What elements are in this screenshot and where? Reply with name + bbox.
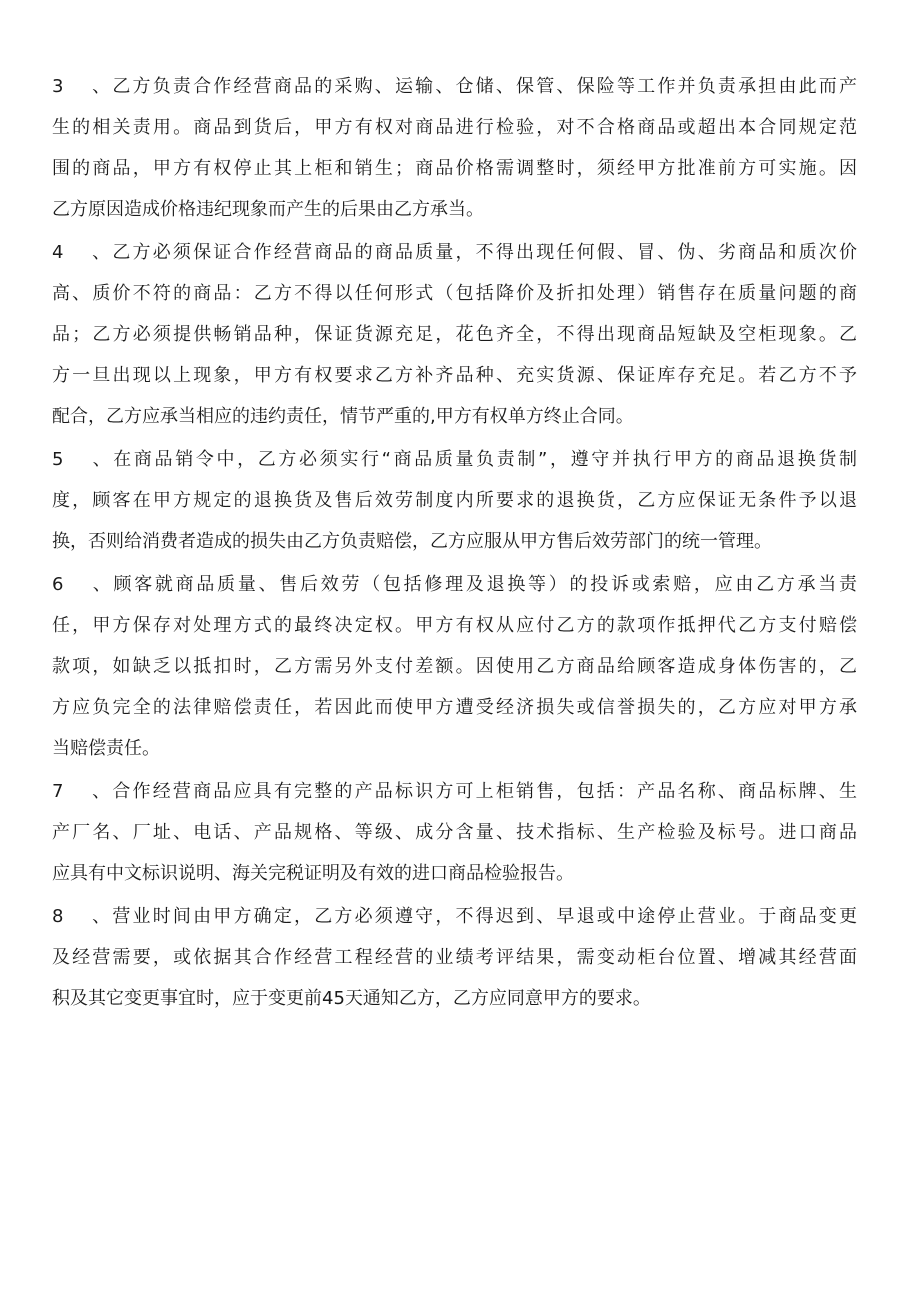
clause-4 xyxy=(52,232,857,437)
clause-line: 围的商品，甲方有权停止其上柜和销生；商品价格需调整时，须经甲方批准前方可实施。因 xyxy=(52,158,857,179)
clause-line: 任，甲方保存对处理方式的最终决定权。甲方有权从应付乙方的款项作抵押代乙方支付赔偿 xyxy=(52,615,857,636)
clause-line: 配合，乙方应承当相应的违约责任，情节严重的,甲方有权单方终止合同。 xyxy=(52,406,634,427)
clause-line: 积及其它变更事宜时，应于变更前45天通知乙方，乙方应同意甲方的要求。 xyxy=(52,988,651,1009)
clause-line: 7 、合作经营商品应具有完整的产品标识方可上柜销售，包括：产品名称、商品标牌、生 xyxy=(52,771,857,812)
clause-number: 8 xyxy=(52,906,64,927)
clause-line: 生的相关责用。商品到货后，甲方有权对商品进行检验，对不合格商品或超出本合同规定范 xyxy=(52,117,857,138)
clause-line: 8 、营业时间由甲方确定，乙方必须遵守，不得迟到、早退或中途停止营业。于商品变更 xyxy=(52,896,857,937)
clause-line: 方一旦出现以上现象，甲方有权要求乙方补齐品种、充实货源、保证库存充足。若乙方不予 xyxy=(52,365,857,386)
clause-line: 高、质价不符的商品：乙方不得以任何形式（包括降价及折扣处理）销售存在质量问题的商 xyxy=(52,283,857,304)
clause-line: 产厂名、厂址、电话、产品规格、等级、成分含量、技术指标、生产检验及标号。进口商品 xyxy=(52,822,857,843)
clause-6 xyxy=(52,564,857,769)
clause-8 xyxy=(52,896,857,1019)
contract-clauses xyxy=(52,66,857,1021)
clause-line: 应具有中文标识说明、海关完税证明及有效的进口商品检验报告。 xyxy=(52,863,574,884)
clause-line: 乙方原因造成价格违纪现象而产生的后果由乙方承当。 xyxy=(52,199,484,220)
clause-line: 6 、顾客就商品质量、售后效劳（包括修理及退换等）的投诉或索赔，应由乙方承当责 xyxy=(52,564,857,605)
clause-line: 款项，如缺乏以抵扣时，乙方需另外支付差额。因使用乙方商品给顾客造成身体伤害的，乙 xyxy=(52,656,857,677)
clause-line: 及经营需要，或依据其合作经营工程经营的业绩考评结果，需变动柜台位置、增减其经营面 xyxy=(52,947,857,968)
clause-7 xyxy=(52,771,857,894)
clause-number: 6 xyxy=(52,574,64,595)
clause-line: 换，否则给消费者造成的损失由乙方负责赔偿，乙方应服从甲方售后效劳部门的统一管理。 xyxy=(52,531,772,552)
clause-3 xyxy=(52,66,857,230)
clause-number: 5 xyxy=(52,449,64,470)
clause-line: 当赔偿责任。 xyxy=(52,738,160,759)
clause-line: 4 、乙方必须保证合作经营商品的商品质量，不得出现任何假、冒、伪、劣商品和质次价 xyxy=(52,232,857,273)
clause-number: 3 xyxy=(52,76,64,97)
clause-line: 度，顾客在甲方规定的退换货及售后效劳制度内所要求的退换货，乙方应保证无条件予以退 xyxy=(52,490,857,511)
clause-number: 7 xyxy=(52,781,64,802)
clause-line: 品；乙方必须提供畅销品种，保证货源充足，花色齐全，不得出现商品短缺及空柜现象。乙 xyxy=(52,324,857,345)
clause-line: 方应负完全的法律赔偿责任，若因此而使甲方遭受经济损失或信誉损失的，乙方应对甲方承 xyxy=(52,697,857,718)
clause-line: 3 、乙方负责合作经营商品的采购、运输、仓储、保管、保险等工作并负责承担由此而产 xyxy=(52,66,857,107)
clause-number: 4 xyxy=(52,242,64,263)
clause-5 xyxy=(52,439,857,562)
clause-line: 5 、在商品销令中，乙方必须实行“商品质量负责制”，遵守并执行甲方的商品退换货制 xyxy=(52,439,857,480)
